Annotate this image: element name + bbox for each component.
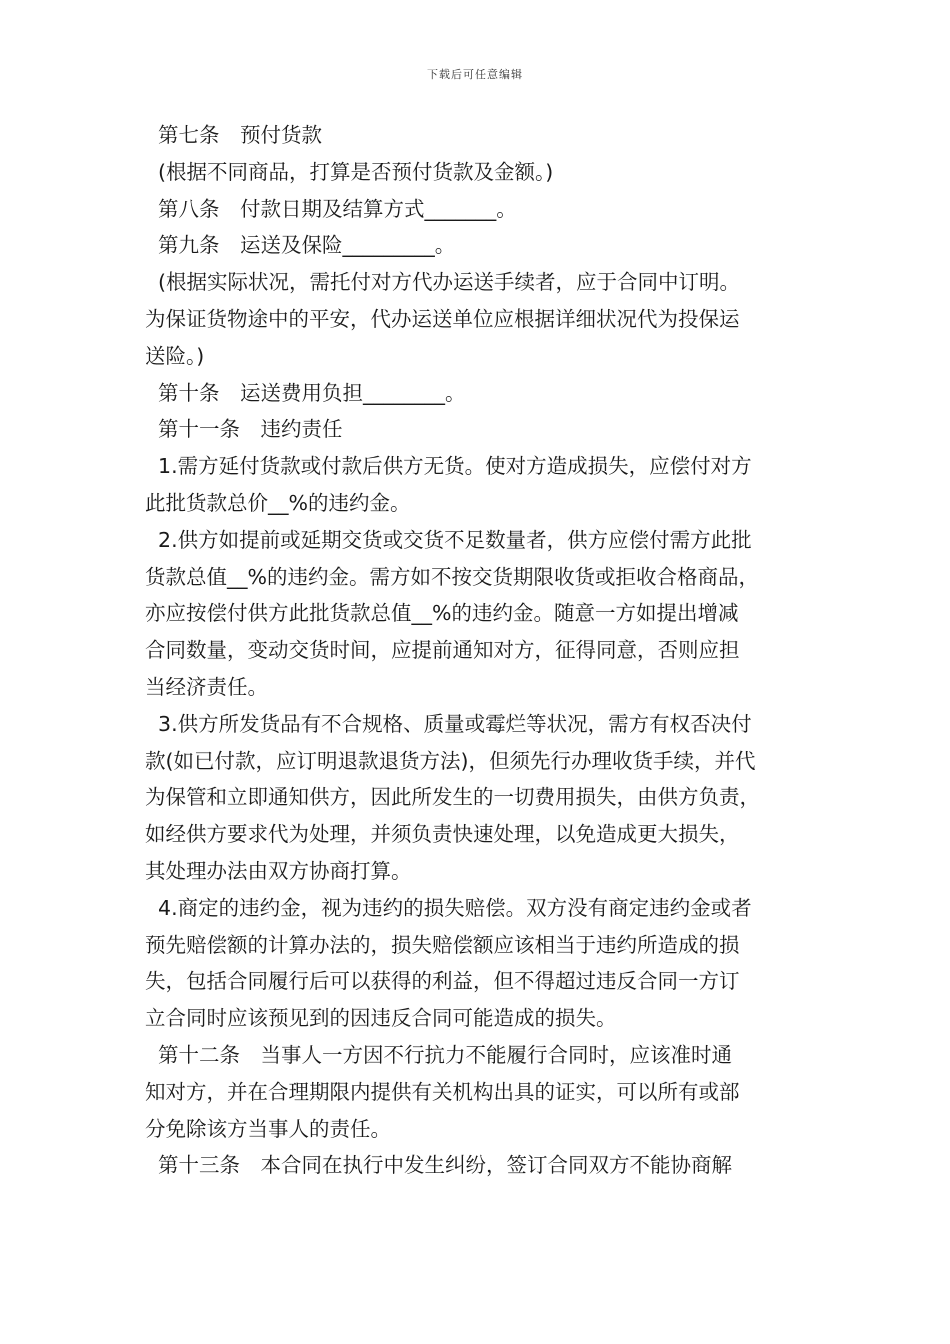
header-note: 下载后可任意编辑: [427, 68, 523, 81]
text-line: 为保管和立即通知供方，因此所发生的一切费用损失，由供方负责，: [145, 785, 760, 810]
text-line: (根据不同商品，打算是否预付货款及金额。): [145, 159, 554, 184]
text-line: 其处理办法由双方协商打算。: [145, 858, 412, 883]
text-line: 第十三条 本合同在执行中发生纠纷，签订合同双方不能协商解: [145, 1153, 733, 1178]
text-line: 送险。): [145, 343, 205, 368]
text-line: 为保证货物途中的平安，代办运送单位应根据详细状况代为投保运: [145, 306, 740, 331]
text-line: 此批货款总价__%的违约金。: [145, 490, 411, 515]
text-line: 4.商定的违约金，视为违约的损失赔偿。双方没有商定违约金或者: [145, 895, 752, 920]
text-line: 款(如已付款，应订明退款退货方法)，但须先行办理收货手续，并代: [145, 748, 756, 773]
text-line: 第九条 运送及保险_________。: [145, 233, 456, 258]
text-line: 第十条 运送费用负担________。: [145, 380, 466, 405]
text-line: 1.需方延付货款或付款后供方无货。使对方造成损失，应偿付对方: [145, 454, 752, 479]
text-line: 第十一条 违约责任: [145, 417, 343, 442]
text-line: 如经供方要求代为处理，并须负责快速处理，以免造成更大损失，: [145, 822, 740, 847]
text-line: 第八条 付款日期及结算方式_______。: [145, 196, 517, 221]
text-line: (根据实际状况，需托付对方代办运送手续者，应于合同中订明。: [145, 270, 741, 295]
text-line: 第七条 预付货款: [145, 123, 323, 147]
text-line: 知对方，并在合理期限内提供有关机构出具的证实，可以所有或部: [145, 1079, 740, 1104]
text-line: 3.供方所发货品有不合规格、质量或霉烂等状况，需方有权否决付: [145, 711, 752, 736]
text-line: 货款总值__%的违约金。需方如不按交货期限收货或拒收合格商品，: [145, 564, 759, 589]
text-line: 合同数量，变动交货时间，应提前通知对方，征得同意，否则应担: [145, 638, 740, 663]
text-line: 失，包括合同履行后可以获得的利益，但不得超过违反合同一方订: [145, 969, 740, 994]
text-line: 预先赔偿额的计算办法的，损失赔偿额应该相当于违约所造成的损: [145, 932, 740, 957]
text-line: 分免除该方当事人的责任。: [145, 1116, 391, 1141]
text-line: 2.供方如提前或延期交货或交货不足数量者，供方应偿付需方此批: [145, 527, 752, 552]
text-line: 第十二条 当事人一方因不行抗力不能履行合同时，应该准时通: [145, 1042, 733, 1067]
text-line: 亦应按偿付供方此批货款总值__%的违约金。随意一方如提出增减: [145, 601, 739, 626]
text-line: 立合同时应该预见到的因违反合同可能造成的损失。: [145, 1006, 617, 1031]
document-body: [145, 117, 810, 1184]
text-line: 当经济责任。: [145, 674, 268, 699]
